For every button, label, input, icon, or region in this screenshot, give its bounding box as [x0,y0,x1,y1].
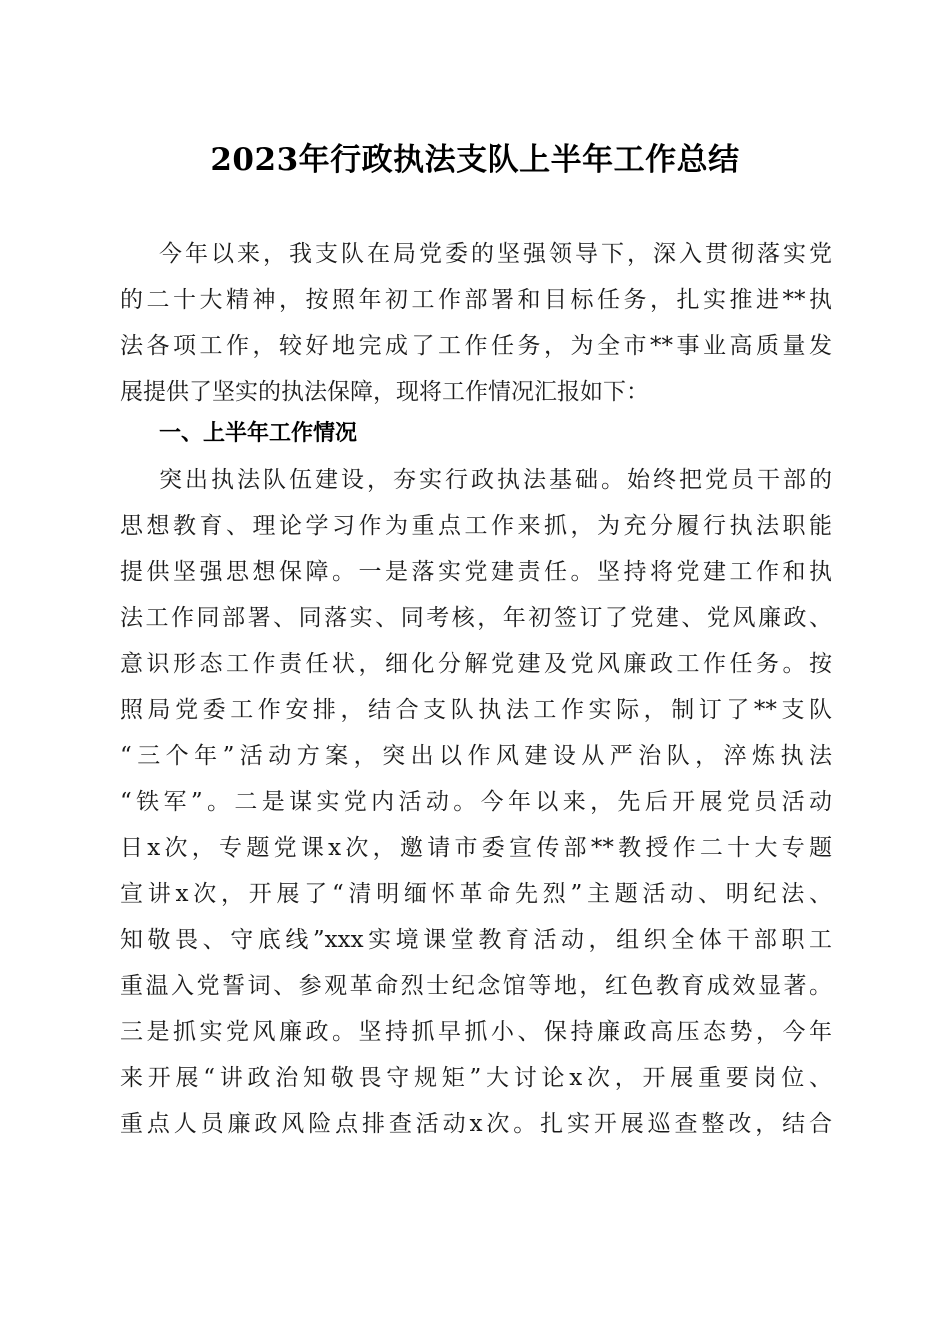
paragraph-line: 的二十大精神，按照年初工作部署和目标任务，扎实推进**执 [120,287,832,313]
section-heading: 一、上半年工作情况 [159,421,358,446]
paragraph-line: 来开展“讲政治知敬畏守规矩”大讨论x次，开展重要岗位、 [120,1065,832,1091]
paragraph-line: 日x次，专题党课x次，邀请市委宣传部**教授作二十大专题 [120,835,832,861]
paragraph-line: 提供坚强思想保障。一是落实党建责任。坚持将党建工作和执 [120,559,832,585]
paragraph-line: 宣讲x次，开展了“清明缅怀革命先烈”主题活动、明纪法、 [120,881,832,907]
document-title: 2023年行政执法支队上半年工作总结 [210,142,740,178]
paragraph-line: 思想教育、理论学习作为重点工作来抓，为充分履行执法职能 [120,513,832,539]
paragraph-line: 三是抓实党风廉政。坚持抓早抓小、保持廉政高压态势，今年 [120,1019,832,1045]
paragraph-line: 展提供了坚实的执法保障，现将工作情况汇报如下： [120,379,649,405]
paragraph-line: “三个年”活动方案，突出以作风建设从严治队，淬炼执法 [120,743,832,769]
paragraph-line: 重点人员廉政风险点排查活动x次。扎实开展巡查整改，结合 [120,1111,832,1137]
paragraph-line: 突出执法队伍建设，夯实行政执法基础。始终把党员干部的 [159,467,832,493]
paragraph-line: 法工作同部署、同落实、同考核，年初签订了党建、党风廉政、 [120,605,832,631]
paragraph-line: 照局党委工作安排，结合支队执法工作实际，制订了**支队 [120,697,832,723]
paragraph-line: 重温入党誓词、参观革命烈士纪念馆等地，红色教育成效显著。 [120,973,832,999]
paragraph-line: 法各项工作，较好地完成了工作任务，为全市**事业高质量发 [120,333,832,359]
paragraph-line: 意识形态工作责任状，细化分解党建及党风廉政工作任务。按 [120,651,832,677]
paragraph-line: “铁军”。二是谋实党内活动。今年以来，先后开展党员活动 [120,789,832,815]
paragraph-line: 今年以来，我支队在局党委的坚强领导下，深入贯彻落实党 [159,241,832,267]
paragraph-line: 知敬畏、守底线”xxx实境课堂教育活动，组织全体干部职工 [120,927,832,953]
